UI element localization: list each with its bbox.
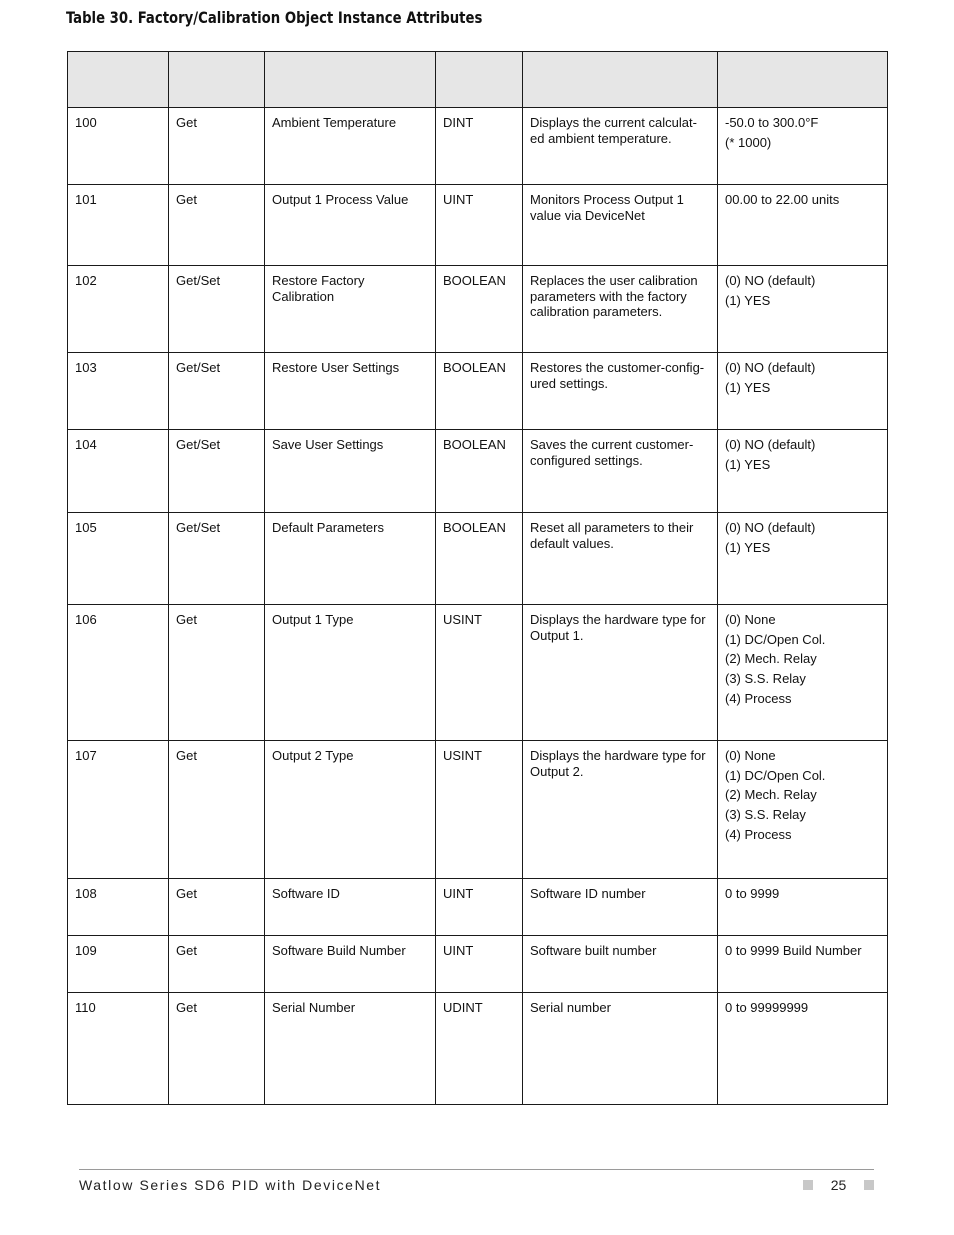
cell-range [718, 741, 888, 879]
range-value: (1) YES [725, 456, 771, 472]
cell-type: UDINT [436, 993, 523, 1105]
cell-id: 106 [68, 605, 169, 741]
cell-description: Saves the current customer- configured settings. [523, 430, 718, 513]
cell-id: 104 [68, 430, 169, 513]
cell-name: Serial Number [265, 993, 436, 1105]
cell-name: Software Build Number [265, 936, 436, 993]
cell-access: Get [169, 741, 265, 879]
table-row [68, 430, 888, 513]
header-cell [265, 52, 436, 108]
cell-type: BOOLEAN [436, 513, 523, 605]
range-value: (3) S.S. Relay [725, 807, 806, 823]
table-row [68, 879, 888, 936]
cell-range [718, 108, 888, 185]
table-row [68, 353, 888, 430]
cell-range [718, 185, 888, 266]
cell-name: Output 1 Process Value [265, 185, 436, 266]
cell-access: Get/Set [169, 430, 265, 513]
cell-id: 103 [68, 353, 169, 430]
cell-id: 102 [68, 266, 169, 353]
cell-id: 109 [68, 936, 169, 993]
cell-type: UINT [436, 879, 523, 936]
cell-type: USINT [436, 605, 523, 741]
range-value: (* 1000) [725, 134, 772, 150]
header-cell [68, 52, 169, 108]
range-value: (0) NO (default) [725, 360, 816, 375]
cell-type: BOOLEAN [436, 353, 523, 430]
page-number: 25 [830, 1177, 847, 1193]
cell-access: Get [169, 993, 265, 1105]
cell-name: Restore Factory Calibration [265, 266, 436, 353]
range-value: 0 to 9999 Build Number [725, 943, 862, 958]
range-value: (4) Process [725, 826, 792, 842]
square-bullet-icon [803, 1180, 813, 1190]
cell-range [718, 605, 888, 741]
page-number-block [803, 1177, 874, 1193]
header-cell [523, 52, 718, 108]
cell-id: 108 [68, 879, 169, 936]
cell-access: Get/Set [169, 266, 265, 353]
cell-access: Get/Set [169, 513, 265, 605]
range-value: (0) None [725, 612, 776, 627]
range-value: 0 to 9999 [725, 886, 780, 901]
cell-type: UINT [436, 185, 523, 266]
table-row [68, 741, 888, 879]
cell-name: Ambient Temperature [265, 108, 436, 185]
range-value: (2) Mech. Relay [725, 787, 817, 803]
header-cell [436, 52, 523, 108]
cell-access: Get [169, 108, 265, 185]
cell-access: Get/Set [169, 353, 265, 430]
range-value: (1) YES [725, 539, 771, 555]
cell-access: Get [169, 185, 265, 266]
range-value: (4) Process [725, 690, 792, 706]
cell-type: BOOLEAN [436, 430, 523, 513]
cell-type: UINT [436, 936, 523, 993]
cell-type: USINT [436, 741, 523, 879]
cell-description: Restores the customer-config- ured settings. [523, 353, 718, 430]
table-row [68, 266, 888, 353]
cell-description: Reset all parameters to their default values. [523, 513, 718, 605]
header-cell [169, 52, 265, 108]
cell-type: BOOLEAN [436, 266, 523, 353]
header-cell [718, 52, 888, 108]
table-row [68, 936, 888, 993]
square-bullet-icon [864, 1180, 874, 1190]
range-value: (2) Mech. Relay [725, 651, 817, 667]
cell-range [718, 266, 888, 353]
cell-name: Software ID [265, 879, 436, 936]
cell-description: Displays the current calculat- ed ambient temperature. [523, 108, 718, 185]
cell-name: Output 1 Type [265, 605, 436, 741]
table-title: Table 30. Factory/Calibration Object Instance Attributes [66, 8, 483, 27]
table-row [68, 185, 888, 266]
cell-range [718, 430, 888, 513]
footer-title: Watlow Series SD6 PID with DeviceNet [79, 1177, 382, 1193]
range-value: (1) DC/Open Col. [725, 767, 826, 783]
cell-range [718, 936, 888, 993]
cell-id: 110 [68, 993, 169, 1105]
range-value: (3) S.S. Relay [725, 671, 806, 687]
table-row [68, 108, 888, 185]
cell-range [718, 993, 888, 1105]
cell-description: Displays the hardware type for Output 2. [523, 741, 718, 879]
cell-type: DINT [436, 108, 523, 185]
range-value: (0) NO (default) [725, 520, 816, 535]
table-row [68, 605, 888, 741]
range-value: (1) YES [725, 292, 771, 308]
cell-description: Software ID number [523, 879, 718, 936]
range-value: 00.00 to 22.00 units [725, 192, 840, 207]
footer-divider [79, 1169, 874, 1170]
table-row [68, 993, 888, 1105]
cell-id: 105 [68, 513, 169, 605]
cell-description: Displays the hardware type for Output 1. [523, 605, 718, 741]
cell-access: Get [169, 936, 265, 993]
cell-id: 100 [68, 108, 169, 185]
cell-id: 107 [68, 741, 169, 879]
range-value: 0 to 99999999 [725, 1000, 809, 1015]
cell-description: Software built number [523, 936, 718, 993]
cell-description: Monitors Process Output 1 value via DeviceNet [523, 185, 718, 266]
range-value: (0) NO (default) [725, 273, 816, 288]
table-header-row [68, 52, 888, 108]
cell-id: 101 [68, 185, 169, 266]
range-value: (0) NO (default) [725, 437, 816, 452]
cell-name: Save User Settings [265, 430, 436, 513]
cell-description: Replaces the user calibration parameters with the factory calibration parameters. [523, 266, 718, 353]
cell-range [718, 513, 888, 605]
cell-range [718, 353, 888, 430]
cell-name: Default Parameters [265, 513, 436, 605]
cell-access: Get [169, 879, 265, 936]
cell-access: Get [169, 605, 265, 741]
range-value: -50.0 to 300.0°F [725, 115, 819, 130]
cell-range [718, 879, 888, 936]
cell-name: Output 2 Type [265, 741, 436, 879]
range-value: (1) DC/Open Col. [725, 631, 826, 647]
cell-description: Serial number [523, 993, 718, 1105]
cell-name: Restore User Settings [265, 353, 436, 430]
range-value: (0) None [725, 748, 776, 763]
table-row [68, 513, 888, 605]
range-value: (1) YES [725, 379, 771, 395]
attributes-table [67, 51, 888, 1105]
